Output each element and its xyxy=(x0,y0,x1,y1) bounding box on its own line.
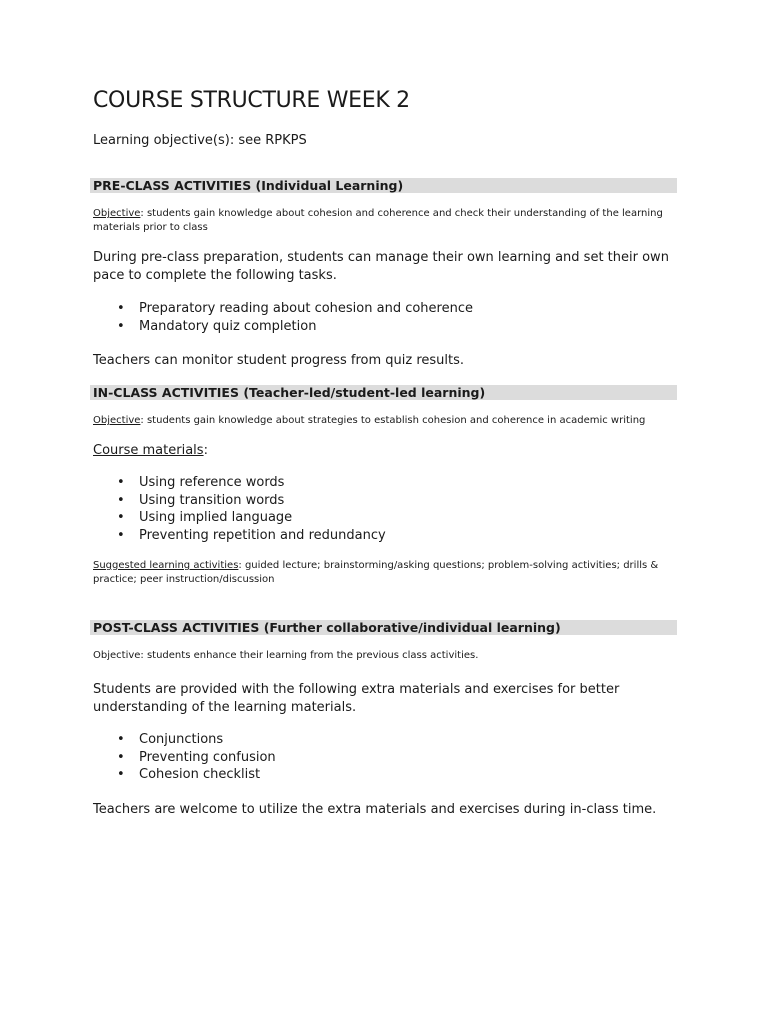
objective-label: Objective xyxy=(93,415,141,426)
post-class-note: Teachers are welcome to utilize the extra materials and exercises during in-class time. xyxy=(93,802,657,817)
bullet-icon: • xyxy=(117,732,125,747)
list-item: • Preventing confusion xyxy=(117,749,276,765)
course-materials-label: Course materials: xyxy=(93,443,208,458)
bullet-icon: • xyxy=(117,767,125,783)
list-item: • Mandatory quiz completion xyxy=(117,318,317,334)
pre-class-heading: PRE-CLASS ACTIVITIES (Individual Learning) xyxy=(90,178,677,193)
bullet-icon: • xyxy=(117,475,125,490)
objective-text: : students gain knowledge about cohesion and coherence and check their understanding of the learning materials prior to class xyxy=(93,208,663,233)
suggested-activities xyxy=(93,559,683,587)
in-class-list xyxy=(93,474,386,544)
learning-objectives: Learning objective(s): see RPKPS xyxy=(93,133,307,148)
list-item: • Using transition words xyxy=(117,492,285,508)
objective-text: : students gain knowledge about strategies to establish cohesion and coherence in academic writing xyxy=(140,415,646,426)
post-class-intro: Students are provided with the following extra materials and exercises for better understanding of the learning materials. xyxy=(93,682,620,715)
post-class-objective: Objective: students enhance their learning from the previous class activities. xyxy=(93,650,479,661)
suggested-text: : guided lecture; brainstorming/asking questions; problem-solving activities; drills & practice; peer instruction/discussion xyxy=(93,560,659,585)
list-item: • Using implied language xyxy=(117,510,293,526)
post-class-list xyxy=(93,731,276,784)
list-item: • Using reference words xyxy=(117,475,285,490)
list-item: • Preparatory reading about cohesion and coherence xyxy=(117,301,473,316)
pre-class-objective xyxy=(93,207,683,235)
page-title: COURSE STRUCTURE WEEK 2 xyxy=(93,88,410,113)
suggested-label: Suggested learning activities xyxy=(93,560,239,571)
in-class-heading: IN-CLASS ACTIVITIES (Teacher-led/student-led learning) xyxy=(90,385,677,400)
bullet-icon: • xyxy=(117,301,125,316)
pre-class-intro: During pre-class preparation, students can manage their own learning and set their own pace to complete the following tasks. xyxy=(93,250,669,283)
bullet-icon: • xyxy=(117,749,125,765)
pre-class-note: Teachers can monitor student progress from quiz results. xyxy=(93,353,465,368)
in-class-objective xyxy=(93,414,683,428)
bullet-icon: • xyxy=(117,492,125,508)
objective-label: Objective xyxy=(93,208,141,219)
list-item: • Preventing repetition and redundancy xyxy=(117,527,386,543)
pre-class-list xyxy=(93,300,473,335)
list-item: • Cohesion checklist xyxy=(117,767,261,783)
list-item: • Conjunctions xyxy=(117,732,224,747)
post-class-heading: POST-CLASS ACTIVITIES (Further collaborative/individual learning) xyxy=(90,620,677,635)
bullet-icon: • xyxy=(117,510,125,526)
bullet-icon: • xyxy=(117,527,125,543)
bullet-icon: • xyxy=(117,318,125,334)
